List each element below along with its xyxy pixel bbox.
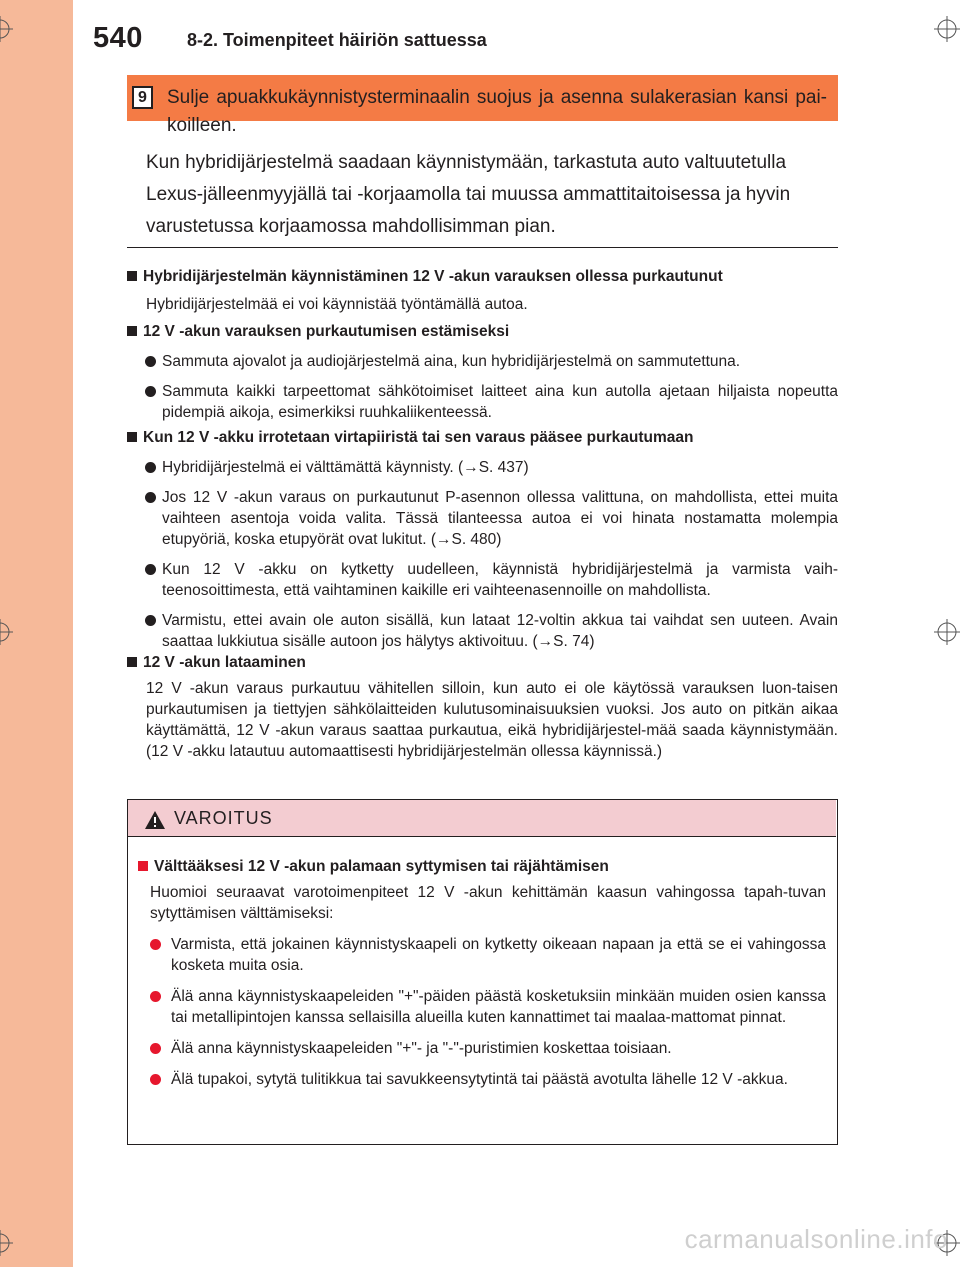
bullet-dot-icon <box>150 1074 161 1085</box>
section-heading: 12 V -akun lataaminen <box>127 652 838 673</box>
section-paragraph: 12 V -akun varaus purkautuu vähitellen silloin, kun auto ei ole käytössä varauksen luon-taisen purkautumisen ja tiettyjen sähkölaitteiden kulutusominaisuuksien vuoksi. Jos auto on pitkän aikaa käyttämättä, 12 V -akun varaus saattaa purkautua, eikä hybridijärjestel-mää saada käynnistymään. (12 V -akku latautuu automaattisesti hybridijärjestelmän ollessa käynnissä.) <box>146 680 838 760</box>
list-item: Varmista, että jokainen käynnistyskaapeli on kytketty oikeaan napaan ja että se ei vahingossa kosketa muita osia. <box>128 934 836 976</box>
bullet-dot-icon <box>150 991 161 1002</box>
watermark: carmanualsonline.info <box>684 1224 948 1254</box>
bullet-dot-icon <box>145 386 156 397</box>
list-item: Kun 12 V -akku on kytketty uudelleen, käynnistä hybridijärjestelmä ja varmista vaih-teenosoittimesta, että vaihtaminen kaikille eri vaihteenasennoille on mahdollista. <box>127 559 838 601</box>
list-item: Hybridijärjestelmä ei välttämättä käynnisty. (→S. 437) <box>127 457 838 478</box>
registration-mark-icon <box>934 16 960 42</box>
warning-header <box>128 800 836 837</box>
bullet-dot-icon <box>150 939 161 950</box>
section-heading: 12 V -akun varauksen purkautumisen estämiseksi <box>127 321 838 342</box>
section-hybrid-start <box>127 266 838 315</box>
warning-paragraph: Huomioi seuraavat varotoimenpiteet 12 V -akun kehittämän kaasun vahingossa tapah-tuvan sytyttämisen välttämiseksi: <box>150 884 826 922</box>
warning-content <box>128 856 836 1090</box>
bullet-dot-icon <box>145 462 156 473</box>
step-text: Sulje apuakkukäynnistysterminaalin suojus ja asenna sulakerasian kansi pai-koilleen. <box>167 87 827 136</box>
warning-title: VAROITUS <box>174 808 273 828</box>
section-heading: Kun 12 V -akku irrotetaan virtapiiristä tai sen varaus pääsee purkautumaan <box>127 427 838 448</box>
page-number: 540 <box>93 22 143 54</box>
bullet-dot-icon <box>145 492 156 503</box>
list-item: Älä anna käynnistyskaapeleiden "+"- ja "-"-puristimien koskettaa toisiaan. <box>128 1038 836 1059</box>
list-item: Älä tupakoi, sytytä tulitikkua tai savukkeensytytintä tai päästä avotulta lähelle 12 V -akkua. <box>128 1069 836 1090</box>
warning-triangle-icon <box>144 810 166 830</box>
bullet-dot-icon <box>150 1043 161 1054</box>
list-item: Sammuta ajovalot ja audiojärjestelmä aina, kun hybridijärjestelmä on sammutettuna. <box>127 351 838 372</box>
square-bullet-icon <box>127 432 137 442</box>
square-bullet-icon <box>127 271 137 281</box>
bullet-dot-icon <box>145 564 156 575</box>
section-disconnect <box>127 427 838 652</box>
warning-heading: Välttääksesi 12 V -akun palamaan syttymisen tai räjähtämisen <box>128 856 836 877</box>
step-number-badge: 9 <box>132 86 153 109</box>
section-prevent-discharge <box>127 321 838 423</box>
list-item: Varmistu, ettei avain ole auton sisällä, kun lataat 12-voltin akkua tai vaihdat sen uuteen. Avain saattaa lukkiutua sisälle autoon jos hälytys aktivoituu. (→S. 74) <box>127 610 838 652</box>
section-heading: Hybridijärjestelmän käynnistäminen 12 V -akun varauksen ollessa purkautunut <box>127 266 838 287</box>
registration-mark-icon <box>0 619 13 645</box>
registration-mark-icon <box>934 619 960 645</box>
section-paragraph: Hybridijärjestelmää ei voi käynnistää työntämällä autoa. <box>146 296 528 313</box>
list-item: Sammuta kaikki tarpeettomat sähkötoimiset laitteet aina kun autolla ajetaan hiljaista nopeutta pidempiä aikoja, esimerkiksi ruuhkaliikenteessä. <box>127 381 838 423</box>
bullet-dot-icon <box>145 615 156 626</box>
divider <box>127 247 838 248</box>
square-bullet-icon <box>127 657 137 667</box>
registration-mark-icon <box>0 16 13 42</box>
bullet-dot-icon <box>145 356 156 367</box>
intro-paragraph: Kun hybridijärjestelmä saadaan käynnistymään, tarkastuta auto valtuutetulla Lexus-jälleenmyyjällä tai -korjaamolla tai muussa ammattitaitoisessa ja hyvin varustetussa korjaamossa mahdollisimman pian. <box>146 152 791 237</box>
square-bullet-icon <box>138 861 148 871</box>
warning-box <box>127 799 838 1145</box>
list-item: Älä anna käynnistyskaapeleiden "+"-päiden päästä kosketuksiin minkään muiden osien kanssa tai metallipintojen kanssa sellaisilla alueilla kuten kannattimet tai maalaa-mattomat pinnat. <box>128 986 836 1028</box>
registration-mark-icon <box>0 1230 13 1256</box>
section-charging <box>127 652 838 762</box>
square-bullet-icon <box>127 326 137 336</box>
list-item: Jos 12 V -akun varaus on purkautunut P-asennon ollessa valittuna, on mahdollista, ettei muita vaihteen asentoja voida valita. Tässä tilanteessa autoa ei voi hinata nostamatta molempia etupyöriä, koska etupyörät ovat lukitut. (→S. 480) <box>127 487 838 550</box>
section-title: 8-2. Toimenpiteet häiriön sattuessa <box>187 30 487 50</box>
